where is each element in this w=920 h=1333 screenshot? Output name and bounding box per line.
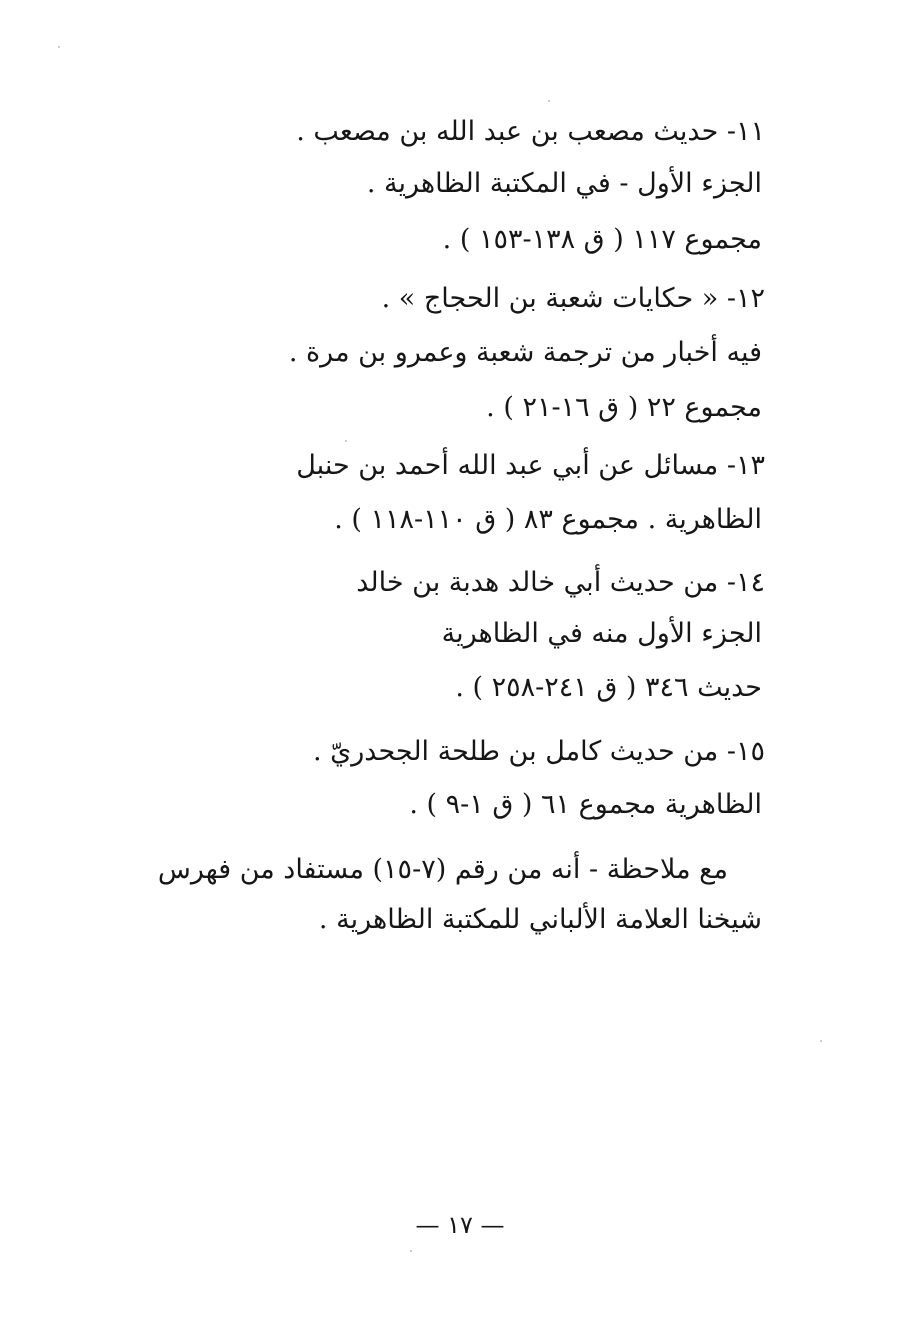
paper-speck	[58, 46, 60, 48]
paper-speck	[548, 100, 550, 102]
entry-12-description: فيه أخبار من ترجمة شعبة وعمرو بن مرة .	[288, 337, 762, 368]
entry-11-title: ١١- حديث مصعب بن عبد الله بن مصعب .	[296, 116, 765, 147]
entry-12-title: ١٢- « حكايات شعبة بن الحجاج » .	[381, 283, 765, 314]
paper-speck	[410, 1250, 412, 1252]
entry-11-reference: مجموع ١١٧ ( ق ١٣٨-١٥٣ ) .	[442, 224, 762, 255]
entry-15-title: ١٥- من حديث كامل بن طلحة الجحدريّ .	[312, 736, 765, 767]
entry-14-title: ١٤- من حديث أبي خالد هدبة بن خالد	[356, 567, 765, 598]
entry-11-part: الجزء الأول - في المكتبة الظاهرية .	[366, 168, 762, 199]
entry-14-reference: حديث ٣٤٦ ( ق ٢٤١-٢٥٨ ) .	[455, 672, 762, 703]
entry-15-reference: الظاهرية مجموع ٦١ ( ق ١-٩ ) .	[409, 789, 762, 820]
entry-14-part: الجزء الأول منه في الظاهرية	[441, 618, 762, 649]
entry-12-reference: مجموع ٢٢ ( ق ١٦-٢١ ) .	[486, 392, 762, 423]
note-line-1: مع ملاحظة - أنه من رقم (٧-١٥) مستفاد من فهرس	[157, 854, 728, 885]
note-line-2: شيخنا العلامة الألباني للمكتبة الظاهرية .	[318, 904, 762, 935]
paper-speck	[820, 1040, 822, 1042]
page-number: — ١٧ —	[415, 1211, 505, 1239]
entry-13-reference: الظاهرية . مجموع ٨٣ ( ق ١١٠-١١٨ ) .	[334, 504, 762, 535]
entry-13-title: ١٣- مسائل عن أبي عبد الله أحمد بن حنبل	[296, 450, 765, 481]
paper-speck	[345, 440, 347, 442]
